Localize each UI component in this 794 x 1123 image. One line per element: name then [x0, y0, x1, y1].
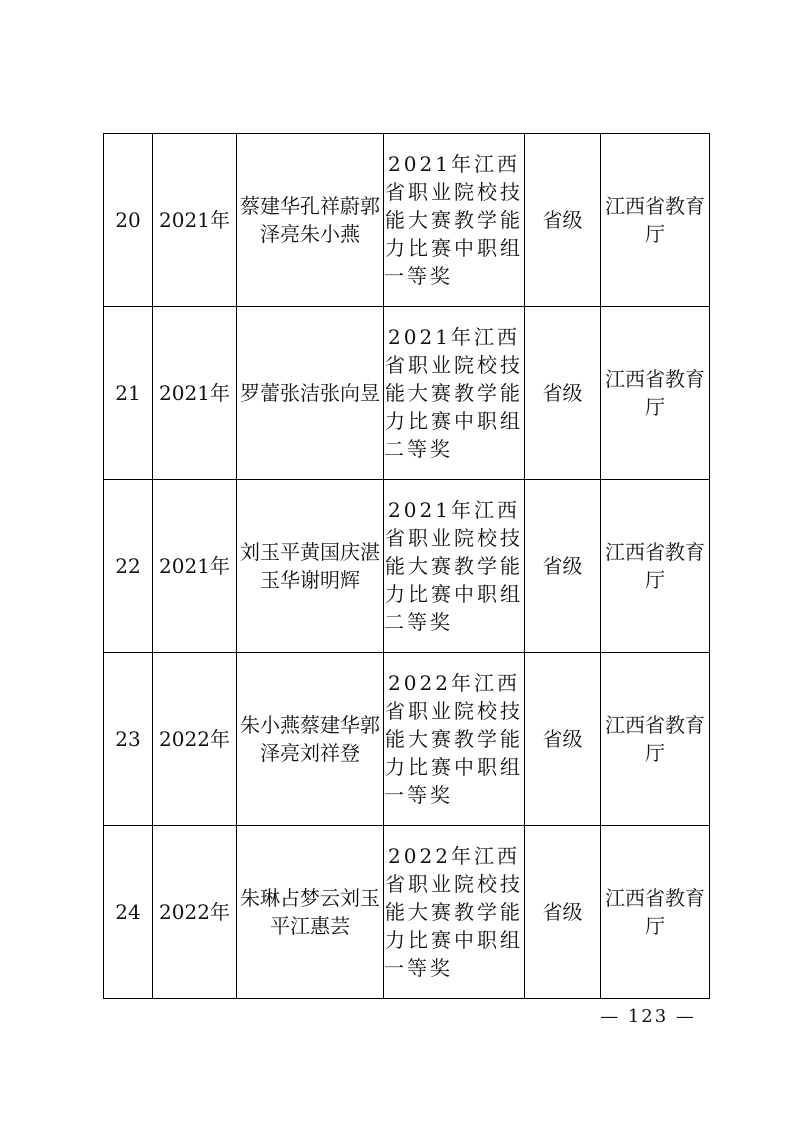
issuing-organization: 江西省教育厅 — [601, 480, 710, 653]
awards-table — [103, 133, 710, 999]
award-level: 省级 — [525, 134, 601, 307]
team-members: 罗蕾张洁张向昱 — [237, 307, 384, 480]
award-level: 省级 — [525, 826, 601, 999]
issuing-organization: 江西省教育厅 — [601, 307, 710, 480]
table-row — [104, 307, 710, 480]
issuing-organization: 江西省教育厅 — [601, 826, 710, 999]
award-level: 省级 — [525, 307, 601, 480]
team-members: 朱小燕蔡建华郭泽亮刘祥登 — [237, 653, 384, 826]
table-row — [104, 480, 710, 653]
award-year: 2022年 — [153, 826, 237, 999]
team-members: 刘玉平黄国庆湛玉华谢明辉 — [237, 480, 384, 653]
table-row — [104, 134, 710, 307]
row-number: 23 — [104, 653, 153, 826]
award-name: 2022年江西省职业院校技能大赛教学能力比赛中职组一等奖 — [384, 653, 525, 826]
page-number: — 123 — — [600, 1006, 696, 1027]
row-number: 24 — [104, 826, 153, 999]
table-row — [104, 653, 710, 826]
award-level: 省级 — [525, 653, 601, 826]
award-level: 省级 — [525, 480, 601, 653]
award-name: 2021年江西省职业院校技能大赛教学能力比赛中职组二等奖 — [384, 307, 525, 480]
issuing-organization: 江西省教育厅 — [601, 653, 710, 826]
award-year: 2021年 — [153, 307, 237, 480]
award-year: 2021年 — [153, 134, 237, 307]
row-number: 20 — [104, 134, 153, 307]
award-year: 2022年 — [153, 653, 237, 826]
award-name: 2021年江西省职业院校技能大赛教学能力比赛中职组一等奖 — [384, 134, 525, 307]
table-row — [104, 826, 710, 999]
award-name: 2021年江西省职业院校技能大赛教学能力比赛中职组二等奖 — [384, 480, 525, 653]
award-name: 2022年江西省职业院校技能大赛教学能力比赛中职组一等奖 — [384, 826, 525, 999]
team-members: 蔡建华孔祥蔚郭泽亮朱小燕 — [237, 134, 384, 307]
issuing-organization: 江西省教育厅 — [601, 134, 710, 307]
team-members: 朱琳占梦云刘玉平江惠芸 — [237, 826, 384, 999]
award-year: 2021年 — [153, 480, 237, 653]
row-number: 22 — [104, 480, 153, 653]
row-number: 21 — [104, 307, 153, 480]
